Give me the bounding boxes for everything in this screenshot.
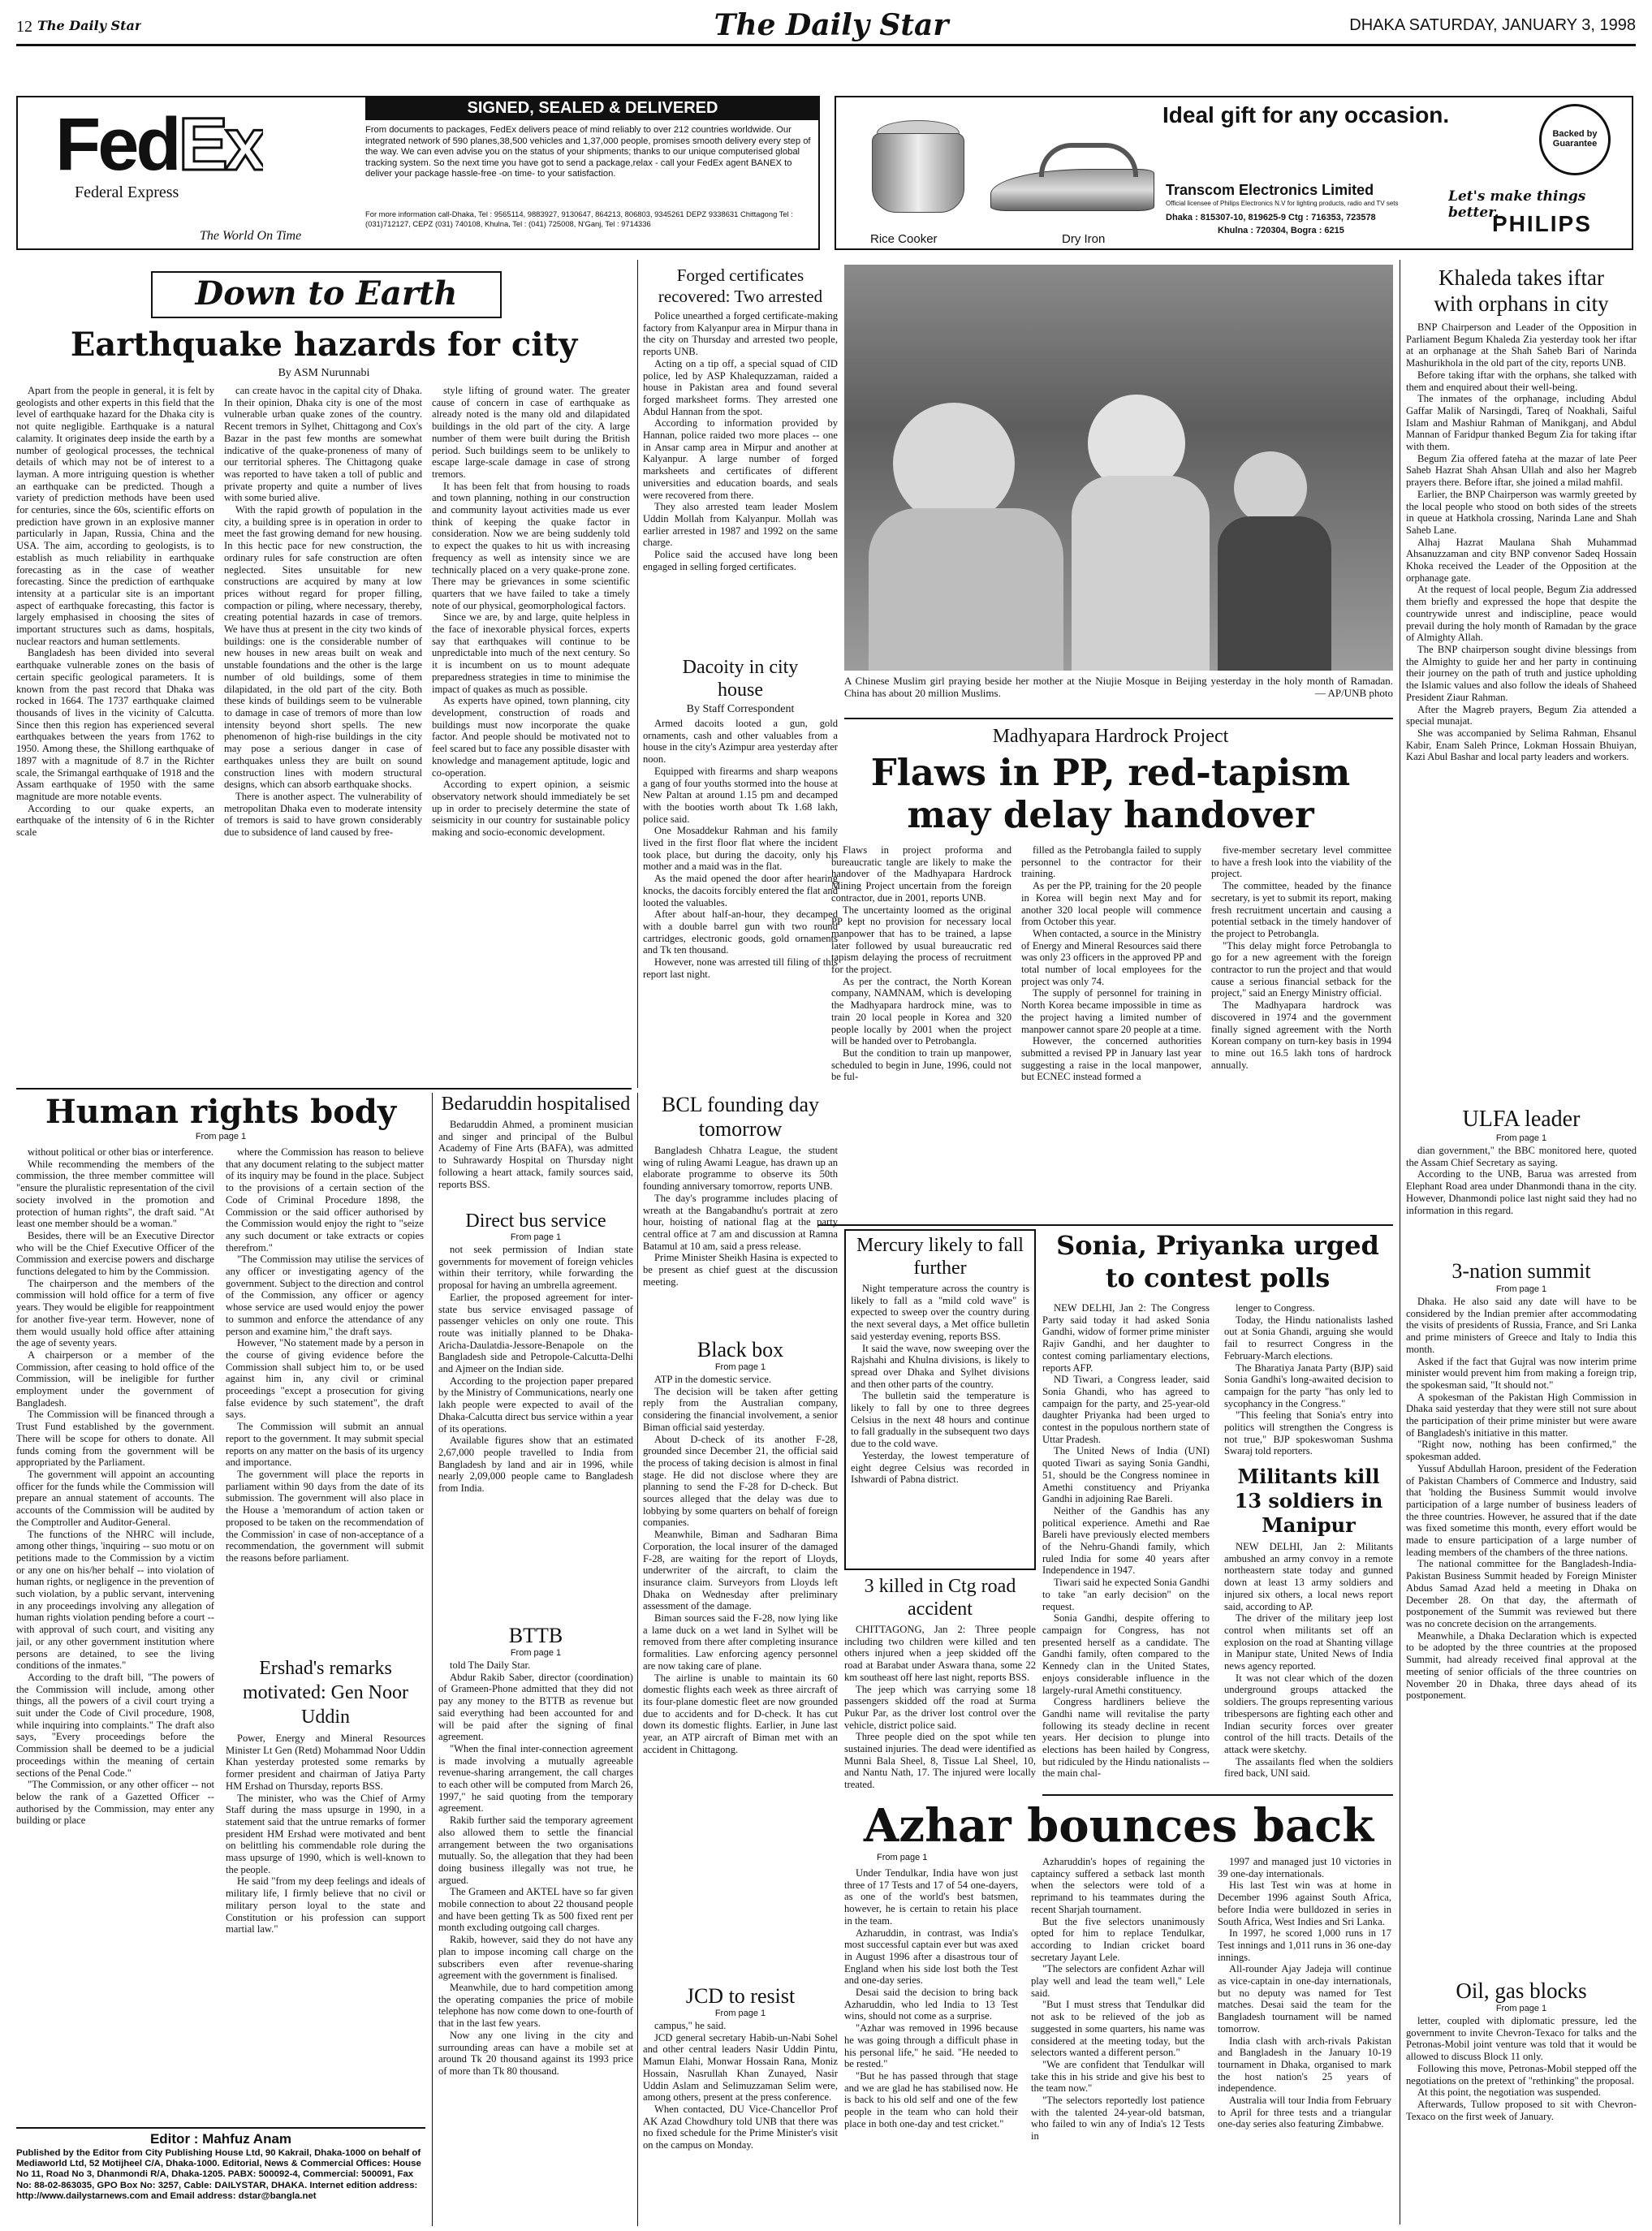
earthquake-article bbox=[16, 325, 632, 1084]
fedex-banner: SIGNED, SEALED & DELIVERED bbox=[365, 96, 820, 120]
dacoity-body: Armed dacoits looted a gun, gold ornaments, cash and other valuables from a house in the city's Azimpur area yesterday after noon. Equipped with firearms and sharp weapons a gang of four youths stormed into the house at New Paltan at around 1.15 pm and decamped with the booties worth about Tk 1.68 lakh, police said. One Mosaddekur Rahman and his family lived in the first floor flat where the incident took place, but during the dacoity, only his mother and a maid was in the flat. As the maid opened the door after hearing knocks, the dacoits forcibly entered the flat and looted the valuables. After about half-an-hour, they decamped with a double barrel gun with two round cartridges, electronic goods, gold ornaments and Tk ten thousand. However, none was arrested till filing of this report last night. bbox=[643, 718, 838, 980]
dacoity-headline: Dacoity in city house bbox=[682, 657, 799, 701]
philips-distributor: Transcom Electronics Limited bbox=[1166, 182, 1374, 198]
khaleda-body: BNP Chairperson and Leader of the Opposition in Parliament Begum Khaleda Zia yesterday took her iftar at an orphanage at the Shah Saheb Bari of Narinda Mashurikhola in the old part of the city, reports UNB. Before taking iftar with the orphans, she talked with them and enquired about their well-being. The inmates of the orphanage, including Abdul Gaffar Malik of Narsingdi, Tareq of Noakhali, Saiful Islam and Mashiur Rahman of Manikganj, and Abdul Mannan of Faridpur thanked Begum Zia for taking iftar with them. Begum Zia offered fateha at the mazar of late Peer Saheb Hazrat Shah Ahsan Ullah and also her Magreb prayers there. Before iftar, she joined a milad mahfil. Earlier, the BNP Chairperson was warmly greeted by the local people who stood on both sides of the streets in queue at Hatkhola crossing, Narinda Lane and Shah Saheb Lane. Alhaj Hazrat Maulana Shah Muhammad Ahsanuzzaman and city BNP convenor Sadeq Hossain Khoka received the Leader of the Opposition at the orphanage gate. At the request of local people, Begum Zia addressed them briefly and expressed the hope that despite the countrywide unrest and indiscipline, peace would prevail during the holy month of Ramadan by the grace of Almighty Allah. The BNP chairperson sought divine blessings from the Almighty to guide her and her party in continuing their journey on the path of truth and justice upholding the Islamic values and also follow the ideals of Shaheed President Ziaur Rahman. After the Magreb prayers, Begum Zia attended a special munajat. She was accompanied by Selima Rahman, Ehsanul Kabir, Enam Saleh Prince, Lokman Hossain Bhuiyan, Kazi Abul Bashar and local party leaders and workers. bbox=[1406, 321, 1637, 763]
fedex-company: Federal Express bbox=[75, 183, 179, 201]
ulfa-source: From page 1 bbox=[1495, 1133, 1547, 1143]
manipur-headline: Militants kill 13 soldiers in Manipur bbox=[1234, 1465, 1383, 1537]
human-rights-col-2: where the Commission has reason to believe that any document relating to the subject matter of its inquiry may be found in the place. Subject to the provisions of a certain section of the Code of Criminal Procedure 1898, the Commission or the said officer authorised by the Commission would enjoy the right to "seize any such document or take extracts or copies therefrom." "The Commission may utilise the services of any officer or investigating agency of the government. Subject to the direction and control of the Commission, any officer or agency whose service are used would enjoy the power to summon and enforce the attendance of any person and examine him," the draft says. However, "No statement made by a person in the course of giving evidence before the Commission shall subject him to, or be used against him in, any civil or criminal proceedings "except a prosecution for giving false evidence by such statement", the draft says. The Commission will submit an annual report to the government. It may submit special reports on any matter on the basis of its urgency and importance. The government will place the reports in parliament within 90 days from the date of its submission. The government will also place in the House a 'memorandum of action taken or proposed to be taken on the recommendation of the Commission' in case of non-acceptance of a recommendation, the government will submit the reasons before parliament. bbox=[226, 1146, 424, 1564]
mercury-headline: Mercury likely to fall further bbox=[856, 1235, 1024, 1279]
forged-headline: Forged certificates recovered: Two arrested bbox=[658, 265, 823, 306]
bttb-headline: BTTB bbox=[508, 1624, 563, 1647]
madhyapara-col-3: five-member secretary level committee to have a fresh look into the viability of the project. The committee, headed by the finance secretary, is yet to submit its report, making fresh recruitment uncertain and causing a potential setback in the timely handover of the project to Petrobangla. "This delay might force Petrobangla to go for a new agreement with the foreign contractor to run the project and that would cause a serious financial setback for the project," said an Energy Ministry official. The Madhyapara hardrock was discovered in 1974 and the government finally signed agreement with the North Korean company on turn-key basis in 1994 to mine out 16.5 lakh tons of hardrock annually. bbox=[1211, 844, 1391, 1071]
jcd-source: From page 1 bbox=[714, 2009, 766, 2018]
summit-body: Dhaka. He also said any date will have to be considered by the Indian premier after accommodating the visits of presidents of Russia, France, and Sri Lanka and prime ministers of Greece and Italy to India this month. Asked if the fact that Gujral was now interim prime minister would prevent him from making a foreign trip, the spokesman said, "It should not." A spokesman of the Pakistan High Commission in Dhaka said yesterday that they were still not sure about the participation of their prime minister but were aware of Bangladesh's initiative in this matter. "Right now, nothing has been confirmed," the spokesman added. Yussuf Abdullah Haroon, president of the Federation of Pakistan Chambers of Commerce and Industry, said that 'holding the Business Summit would involve participation of a large number of business leaders of the three countries. However, he assured that if the date was fixed sometime this month, every effort would be made to ensure participation of a large number of leading members of the chambers of the three nations. The national committee for the Bangladesh-India-Pakistan Business Summit headed by Foreign Minister Abdus Samad Azad held a meeting in Dhaka on December 28. On that day, the aftermath of postponement of the Summit was reviewed but there was no concrete decision on the arrangements. Meanwhile, a Dhaka Declaration which is expected to be adopted by the three countries at the proposed Summit, had already received final approval at the meeting of senior officials of the three countries on November 20 in Dhaka, three days ahead of its postponement. bbox=[1406, 1296, 1637, 1702]
dacoity-article bbox=[643, 656, 838, 1086]
azhar-article bbox=[844, 1799, 1393, 2226]
fedex-logo-ex: Ex bbox=[178, 104, 264, 185]
earthquake-col-3: style lifting of ground water. The greater cause of concern in case of earthquake as already noted is the many old and dilapidated buildings in the old part of the city. A large number of them were built during the British period. Such buildings seem to be unlikely to escape large-scale damage in case of strong tremors. It has been felt that from housing to roads and town planning, nothing in our construction and community layout activities made us ever think of keeping the quake factor in consideration. Now we are being suddenly told to expect the quakes to hit us with increasing frequency as well as intensity since we are technically placed on a very quake-prone zone. There may be grievances in some scientific quarters that we have failed to take a timely note of our physical, geomorphological factors. Since we are, by and large, quite helpless in the face of inexorable physical forces, experts say that earthquakes will continue to be unpredictable into much of the next century. So it is incumbent on us to mount adequate preparedness strategies in time to minimise the impact of quakes as much as possible. As experts have opined, town planning, city development, construction of roads and buildings must now incorporate the quake factor. And people should be motivated not to feel scared but to face any possible disaster with knowledge and management aptitude, logic and co-operation. According to expert opinion, a seismic observatory network should immediately be set up in order to precisely determine the state of seismicity in our country for sustainable policy making and socio-economic development. bbox=[432, 385, 630, 839]
page-number: 12 bbox=[16, 18, 32, 36]
bedaruddin-article bbox=[438, 1093, 633, 1208]
madhyapara-article bbox=[828, 724, 1393, 1219]
photo-caption-text: A Chinese Muslim girl praying beside her mother at the Niujie Mosque in Beijing yesterday in the holy month of Ramadan. China has about 20 million Muslims. bbox=[844, 675, 1393, 699]
fedex-contact: For more information call-Dhaka, Tel : 9565114, 9883927, 9130647, 864213, 806803, 9345261 DEPZ 9338631 Chittagong Tel : (031)712127, CEPZ (031) 740108, Khulna, Tel : (041) 725008, N'Ganj, Tel : 9714336 bbox=[365, 209, 793, 228]
bttb-body: told The Daily Star. Abdur Rakib Saber, director (coordination) of Grameen-Phone admitted that they did not pay any money to the BTTB as revenue but said everything had been accounted for and will be paid after the signing of final agreement. "When the final inter-connection agreement is made involving a mutually agreeable revenue-sharing arrangement, the call charges to each other will be computed from March 26, 1997," he said quoting from the temporary agreement. Rakib further said the temporary agreement also allowed them to settle the financial arrangement between the two organisations mutually. So, the allegation that they had been doing business illegally was not true, he argued. The Grameen and AKTEL have so far given mobile connection to about 22 thousand people and have been getting Tk as 500 fixed rent per month excluding outgoing call charges. Rakib, however, said they do not have any plan to impose incoming call charge on the subscribers even after revenue-sharing agreement with the government is finalised. Meanwhile, due to hard competition among the operating companies the price of mobile telephone has now come down to one-fourth of that in the last few years. Now any one living in the city and surrounding areas can have a mobile set at around Tk 20 thousand against its 1993 price of more than Tk 80 thousand. bbox=[438, 1659, 633, 2077]
bus-article bbox=[438, 1210, 633, 1624]
philips-address-1: Dhaka : 815307-10, 819625-9 Ctg : 716353, 723578 bbox=[1166, 213, 1376, 222]
column-rule bbox=[432, 1093, 433, 2226]
khaleda-article bbox=[1406, 265, 1637, 1105]
madhyapara-bottom-rule bbox=[818, 1224, 1393, 1226]
ershad-article bbox=[226, 1656, 425, 2127]
sonia-bottom-rule bbox=[1042, 1794, 1393, 1796]
masthead bbox=[11, 8, 1641, 42]
madhyapara-headline: Flaws in PP, red-tapism may delay handover bbox=[870, 751, 1351, 836]
dacoity-byline: By Staff Correspondent bbox=[686, 703, 795, 715]
manipur-body: NEW DELHI, Jan 2: Militants ambushed an army convoy in a remote northeastern state today and gunned down at least 13 army soldiers and injured six others, a local news report said, according to AP. The driver of the military jeep lost control when militants set off an explosion on the road at Shanting village in Manipur state, United News of India news agency reported. It was not clear which of the dozen underground groups attacked the soldiers. The groups representing various tribespersons are fighting each other and Indian security forces over greater control of the hill tracts. Details of the attack were sketchy. The assailants fled when the soldiers fired back, UNI said. bbox=[1224, 1541, 1393, 1780]
manipur-article bbox=[1224, 1465, 1393, 1789]
dry-iron-image bbox=[982, 136, 1161, 218]
bttb-article bbox=[438, 1624, 633, 2226]
philips-brand: PHILIPS bbox=[1492, 211, 1592, 236]
bedaruddin-body: Bedaruddin Ahmed, a prominent musician and singer and principal of the Bulbul Academy of Fine Arts (BAFA), was admitted to Suhrawardy Hospital on Thursday night following a heart attack, family sources said, reports BSS. bbox=[438, 1119, 633, 1190]
azhar-col-2: Azharuddin's hopes of regaining the captaincy suffered a setback last month when the selectors were told of a reprimand to his teammates during the recent Sharjah tournament. But the five selectors unanimously opted for him to replace Tendulkar, according to Indian cricket board secretary Jayant Lele. "The selectors are confident Azhar will play well and lead the team well," Lele said. "But I must stress that Tendulkar did not ask to be relieved of the job as suggested in some quarters, his name was considered at the meeting today, but the selectors wanted a different person." "We are confident that Tendulkar will take this in his stride and give his best to the team now." "The selectors reportedly lost patience with the talented 24-year-old batsman, who failed to win any of India's 12 Tests in bbox=[1031, 1856, 1205, 2143]
ulfa-body: dian government," the BBC monitored here, quoted the Assam Chief Secretary as saying. According to the UNB, Barua was arrested from Elephant Road area under Dhanmondi thana in the city. However, Dhanmondi police last night said they had no information in this regard. bbox=[1406, 1145, 1637, 1216]
photo-caption bbox=[844, 675, 1393, 716]
earthquake-col-2: can create havoc in the capital city of Dhaka. In their opinion, Dhaka city is one of the most vulnerable urban quake zones of the country. Recent tremors in Sylhet, Chittagong and Cox's Bazar in the past few months are somewhat indicative of the quake-proneness of many of our territorial spheres. The Chittagong quake was reported to have taken a toll of public and private property and quite a number of lives with some buried alive. With the rapid growth of population in the city, a building spree is in operation in order to meet the fast growing demand for new housing. In this hectic pace for new construction, the ordinary rules for safe construction are often neglected. Sites unsuitable for new constructions are acquired by many at low prices without regard for proper filling, compaction or piling, where necessary, thereby, creating potential hazards in case of tremors. We have thus at present in the city two kinds of buildings: one is the considerable number of new houses in new areas built on weak and unstable foundations and the other is the large number of old buildings, some of them dilapidated, in the old part of the city. Both these kinds of buildings seem to be vulnerable to damage in case of tremors of more than low intensity beyond short spells. The new phenomenon of high-rise buildings in the city may pose a serious danger in case of earthquakes unless they are built on sound construction lines with modern structural designs, which can absorb earthquake shocks. There is another aspect. The vulnerability of metropolitan Dhaka even to moderate intensity of tremors is said to have grown considerably due to subsidence of land caused by free- bbox=[224, 385, 422, 839]
masthead-brand: The Daily Star bbox=[714, 8, 949, 42]
earthquake-col-1: Apart from the people in general, it is felt by geologists and other experts in this field that the level of earthquake hazard for the Dhaka city is not quite negligible. Earthquake is a natural calamity. It originates deep inside the earth by a number of geological processes, the technical details of which may not be of interest to a layman. A more intriguing question is whether an earthquake can be predicted. Though a variety of prediction methods have been used for centuries, since the 60s, scientific efforts on prediction have grown in an explosive manner particularly in Japan, Russia, China and the USA. The aim, according to geologists, is to establish as much reliability in earthquake forecasting as in the case of weather forecasting. Since the prediction of earthquake intensity at a particular site is an important aspect of earthquake forecasting, this factor is largely emphasised in choosing the sites of important structures such as dams, hospitals, nuclear reactors and human settlements. Bangladesh has been divided into several earthquake vulnerable zones on the basis of certain specific geological parameters. It is known from the past record that Dhaka was rocked in 1664. The 1737 earthquake claimed thousands of lives in the vicinity of Calcutta. Since then this region has experienced several earthquakes between the years from 1762 to 1950. Among these, the Shillong earthquake of 1897 with a magnitude of 8.7 in the Richter scale, the Srimangal earthquake of 1918 and the Assam earthquake of 1950 with the same magnitude are more notable events. According to our quake experts, an earthquake of the intensity of 6 in the Richter scale bbox=[16, 385, 214, 839]
summit-article bbox=[1406, 1258, 1637, 1973]
ctg-headline: 3 killed in Ctg road accident bbox=[864, 1576, 1016, 1620]
bus-source: From page 1 bbox=[510, 1232, 562, 1242]
azhar-col-1: Under Tendulkar, India have won just three of 17 Tests and 17 of 54 one-dayers, as one of the world's best batsmen, however, he is certain to retain his place in the team. Azharuddin, in contrast, was India's most successful captain ever but was axed in August 1996 after a disastrous tour of England when his side lost both the Test and one-day series. Desai said the decision to bring back Azharuddin, who led India to 13 Test wins, should not come as a surprise. "Azhar was removed in 1996 because he was going through a difficult phase in his personal life," he said. "He needed to be rested." "But he has passed through that stage and we are glad he has stabilised now. He is back to his old self and one of the few people in the team who can hold their place in both one-day and test cricket." bbox=[844, 1867, 1018, 2130]
madhyapara-col-1: Flaws in project proforma and bureaucratic tangle are likely to make the handover of the Madhyapara Hardrock Mining Project uncertain from the foreign contractor, due in 2001, reports UNB. The uncertainty loomed as the original PP kept no provision for necessary local manpower that has to be trained, a lapse later followed by usual bureaucratic red tapism delaying the process of recruitment for the project. As per the contract, the North Korean company, NAMNAM, which is developing the Madhyapara hardrock mine, was to train 20 local people in Korea and 320 people locally by 2001 when the project will be handed over to Petrobangla. But the condition to train up manpower, scheduled to begin in June, 1996, could not be ful- bbox=[831, 844, 1011, 1083]
ctg-body: CHITTAGONG, Jan 2: Three people including two children were killed and ten others injured when a jeep skidded off the road at Barabat under Aswara thana, some 22 km southeast off here last night, reports BSS. The jeep which was carrying some 18 passengers skidded off the road at Surma Pukur Par, as the driver lost control over the vehicle, district police said. Three people died on the spot while ten sustained injuries. The dead were identified as Munni Bala Sheel, 8, Tissue Lal Sheel, 10, and Nantu Nath, 17. The injured were locally treated. bbox=[844, 1624, 1036, 1791]
blackbox-article bbox=[643, 1338, 838, 1979]
sonia-headline: Sonia, Priyanka urged to contest polls bbox=[1056, 1230, 1379, 1293]
ulfa-headline: ULFA leader bbox=[1462, 1107, 1581, 1132]
summit-headline: 3-nation summit bbox=[1451, 1259, 1591, 1283]
sonia-col-1: NEW DELHI, Jan 2: The Congress Party said today it had asked Sonia Gandhi, widow of former prime minister Rajiv Gandhi, and her daughter to contest coming parliamentary elections, reports AFP. ND Tiwari, a Congress leader, said Sonia Ghandi, who has agreed to campaign for the party, and 25-year-old daughter Priyanka had been urged to contest in the populous northern state of Uttar Pradesh. The United News of India (UNI) quoted Tiwari as saying Sonia Gandhi, 51, should be the Congress nominee in Amethi constituency and Priyanka Gandhi in adjoining Rae Bareli. Neither of the Gandhis has any political experience. Amethi and Rae Bareli have previously elected members of the Nehru-Ghandi family, which ruled India for some 40 years after Independence in 1947. Tiwari said he expected Sonia Gandhi to take "an early decision" on the request. Sonia Gandhi, despite offering to campaign for Congress, has not presented herself as a candidate. The Gandhi family, often compared to the Kennedy clan in the United States, enjoys considerable influence in the largely-rural Amethi constituency. Congress hardliners believe the Gandhi name will revitalise the party following its steady decline in recent years. Her decision to plunge into elections has been hailed by Congress, but ridiculed by the Hindu nationalists -- the main chal- bbox=[1042, 1302, 1210, 1780]
earthquake-headline: Earthquake hazards for city bbox=[70, 326, 578, 364]
fedex-logo bbox=[55, 104, 263, 185]
jcd-body: campus," he said. JCD general secretary Habib-un-Nabi Sohel and other central leaders Nasir Uddin Pintu, Mamun Elahi, Monwar Hossain Rana, Moniz Hossain, Nasrullah Khan Zunayed, Nasir Uddin Aslam and Selimuzzaman Selim were, among others, present at the press conference. When contacted, DU Vice-Chancellor Prof AK Azad Chowdhury told UNB that there was no fixed schedule for the Prime Minister's visit on the campus on Monday. bbox=[643, 2020, 838, 2151]
philips-distributor-sub: Official licensee of Philips Electronics N.V for lighting products, radio and TV sets bbox=[1166, 200, 1399, 207]
photo-bottom-rule bbox=[844, 718, 1393, 719]
azhar-headline: Azhar bounces back bbox=[863, 1799, 1374, 1853]
earthquake-byline: By ASM Nurunnabi bbox=[278, 367, 370, 379]
bus-headline: Direct bus service bbox=[465, 1210, 606, 1232]
guarantee-badge: Backed by Guarantee bbox=[1539, 104, 1611, 175]
madhyapara-col-2: filled as the Petrobangla failed to supply personnel to the contractor for their training. As per the PP, training for the 20 people in Korea will begin next May and for another 320 local people will commence from October this year. When contacted, a source in the Ministry of Energy and Mineral Resources said there was only 23 officers in the approved PP and total number of local employees for the project was only 74. The supply of personnel for training in North Korea became impossible in time as the project having a limited number of manpower cannot spare 20 people at a time. However, the concerned authorities submitted a revised PP in January last year suggesting a raise in the local manpower, but ECNEC instead formed a bbox=[1021, 844, 1201, 1083]
blackbox-source: From page 1 bbox=[714, 1362, 766, 1372]
oil-article bbox=[1406, 1978, 1637, 2226]
philips-item-1: Rice Cooker bbox=[870, 232, 938, 246]
forged-article bbox=[643, 265, 838, 654]
news-photo bbox=[844, 265, 1393, 671]
philips-ad bbox=[835, 96, 1633, 250]
philips-headline: Ideal gift for any occasion. bbox=[1162, 102, 1450, 127]
oil-body: letter, coupled with diplomatic pressure, led the government to invite Chevron-Texaco for talks and the Petronas-Mobil joint venture was told that it would be allowed to discuss Block 11 only. Following this move, Petronas-Mobil stepped off the negotiations on the pretext of "rethinking" the proposal. At this point, the negotiation was suspended. Afterwards, Tullow proposed to sit with Chevron-Texaco on the first week of January. bbox=[1406, 2015, 1637, 2122]
bcl-headline: BCL founding day tomorrow bbox=[661, 1093, 820, 1141]
summit-source: From page 1 bbox=[1495, 1284, 1547, 1294]
forged-body: Police unearthed a forged certificate-making factory from Kalyanpur area in Mirpur thana in the city on Thursday and arrested two people, reports UNB. Acting on a tip off, a special squad of CID police, led by ASP Khalequzzaman, raided a house in Pakistan area and found several forged marksheet forms. They arrested one Abdul Hannan from the spot. According to information provided by Hannan, police raided two more places -- one in Ansar camp area in Mirpur and another at Kalyanpur. A large number of forged marksheets and certificates of different universities and education boards, and seals were recovered from there. They also arrested team leader Moslem Uddin Mollah from Kalyanpur. Mollah was earlier arrested in 1987 and 1992 on the same charge. Police said the accused have long been engaged in selling forged certificates. bbox=[643, 310, 838, 572]
imprint-rule bbox=[16, 2127, 425, 2129]
jcd-headline: JCD to resist bbox=[685, 1984, 796, 2008]
human-rights-headline: Human rights body bbox=[45, 1093, 397, 1131]
imprint-text: Published by the Editor from City Publishing House Ltd, 90 Kakrail, Dhaka-1000 on behalf of Mediaworld Ltd, 52 Motijheel C/A, Dhaka-1000. Editorial, News & Commercial Offices: House No 11, Road No 3, Dhanmondi R/A, Dhaka-1205. PABX: 500092-4, Commercial: 500091, Fax No: 88-02-863035, GPO Box No: 3257, Cable: DAILYSTAR, DHAKA. Internet edition address: http://www.dailystarnews.com and Email address: dstar@bangla.net bbox=[16, 2148, 421, 2201]
bcl-body: Bangladesh Chhatra League, the student wing of ruling Awami League, has drawn up an elaborate programme to observe its 50th founding anniversary tomorrow, reports UNB. The day's programme includes placing of wreath at the Bangabandhu's portrait at zero hour, hoisting of national flag at the party central office at 7 am and discussion at Ramna Batamul at 10 am, said a press release. Prime Minister Sheikh Hasina is expected to be present as chief guest at the discussion meeting. bbox=[643, 1145, 838, 1288]
human-rights-col-1: without political or other bias or interference. While recommending the members of the commission, the three member committee will "ensure the pluralistic representation of the civil society involved in the promotion and protection of human rights", the draft said. "At least one member should be a woman." Besides, there will be an Executive Director who will be the Chief Executive Officer of the Commission and exercise powers and discharge functions delegated to him by the Commission. The chairperson and the members of the commission will hold office for a term of five years. They would be eligible for reappointment for another five-year term. However, none of them would usually hold office after attaining the age of seventy years. A chairperson or a member of the Commission, after ceasing to hold office of the Commission, will be ineligible for further employment under the government of Bangladesh. The Commission will be financed through a Trust Fund established by the government. There will be scope for others to donate. All funds coming from the government will be appropriated by the Parliament. The government will appoint an accounting officer for the funds while the Commission will prepare an annual statement of accounts. The accounts of the Commission will be audited by the Comptroller and Auditor-General. The functions of the NHRC will include, among other things, 'inquiring -- suo motu or on petitions made to the Commission by a victim or any one on his/her behalf -- into violation of human rights, or negligence in the prevention of such violation, by a public servant, intervening in any proceedings involving any allegation of human rights violation pending before a court -- with approval of such court, and visiting any jail, or any other government institution where persons are detained, to see the living conditions of the inmates." According to the draft bill, "The powers of the Commission will include, among other things, all the powers of a civil court trying a suit under the Code of Civil procedure, 1908, while inquiring into complaints." The draft also says, "Every proceedings before the Commission shall be deemed to be a judicial proceedings within the meaning of certain sections of the Penal Code." "The Commission, or any other officer -- not below the rank of a Gazetted Officer -- authorised by the Commission, may enter any building or place bbox=[16, 1146, 214, 1827]
fedex-text: From documents to packages, FedEx delivers peace of mind reliably to over 212 countries worldwide. Our integrated network of 590 planes,38,500 vehicles and 1,37,000 people, promises smooth delivery every step of the way. We can even advise you on the status of your shipments; thanks to our unique computerised global tracking system. So the next time you have got to send a package,relax - call your FedEx agent BANEX to deliver your package hassle-free -on time- to your satisfaction. bbox=[365, 125, 811, 179]
mercury-body: Night temperature across the country is likely to fall as a "mild cold wave" is expected to sweep over the country during the next several days, a Met office bulletin said yesterday evening, reports BSS. It said the wave, now sweeping over the Rajshahi and Khulna divisions, is likely to spread over Dhaka and Sylhet divisions and then other parts of the country. The bulletin said the temperature is likely to fall by one to three degrees Celsius in the next 48 hours and continue to fall gradually in the subsequent two days due to the cold wave. Yesterday, the lowest temperature of eight degree Celsius was recorded in Ishwardi of Pabna district. bbox=[851, 1283, 1029, 1486]
human-rights-source: From page 1 bbox=[195, 1132, 247, 1141]
masthead-date: DHAKA SATURDAY, JANUARY 3, 1998 bbox=[1349, 16, 1636, 34]
blackbox-body: ATP in the domestic service. The decision will be taken after getting reply from the Australian company, considering the financial involvement, a senior Biman official said yesterday. About D-check of its another F-28, grounded since December 21, the official said the process of taking decision is almost in final stage. He did not disclose where they are planning to send the F-28 for D-check. But sources alleged that the delay was due to lobbying by some quarters on behalf of foreign companies. Meanwhile, Biman and Sadharan Bima Corporation, the local insurer of the damaged F-28, are waiting for the report of Lloyds, underwriter of the aircraft, to claim the insurance claim. Surveyors from Lloyds left Dhaka on Wednesday after preliminary assessment of the damage. Biman sources said the F-28, now lying like a lame duck on a wet land in Sylhet will be removed from there after completing insurance formalities. Law enforcing agency personnel are now taking care of plane. The airline is unable to maintain its 60 domestic flights each week as three aircraft of its four-plane domestic fleet are now grounded due to accidents and for D-check. It has cut down its domestic flights. Earlier, in June last year, an ATP aircraft of Biman met with an accident in Chittagong. bbox=[643, 1374, 838, 1755]
ershad-headline: Ershad's remarks motivated: Gen Noor Uddin bbox=[243, 1658, 408, 1728]
bus-body: not seek permission of Indian state governments for movement of foreign vehicles within their territory, while forwarding the proposal for having an umbrella agreement. Earlier, the proposed agreement for inter-state bus service envisaged passage of passenger vehicles on only one route. This route was initially planned to be Dhaka-Aricha-Daulatdia-Jessore-Benapole on the Bangladesh side and Petropole-Calcutta-Delhi and Ajmeer on the Indian side. According to the projection paper prepared by the Ministry of Communications, nearly one lakh people were expected to avail of the Dhaka-Calcutta direct bus service within a year of its operations. Available figures show that an estimated 2,67,000 people travelled to India from Bangladesh by land and air in 1996, while nearly 2,09,000 people came to Bangladesh from India. bbox=[438, 1244, 633, 1495]
azhar-source: From page 1 bbox=[877, 1853, 928, 1862]
bcl-article bbox=[643, 1093, 838, 1336]
masthead-rule bbox=[16, 44, 1636, 46]
imprint bbox=[16, 2130, 425, 2226]
philips-address-2: Khulna : 720304, Bogra : 6215 bbox=[1218, 226, 1344, 235]
fedex-ad bbox=[16, 96, 820, 250]
sonia-col-2: lenger to Congress. Today, the Hindu nationalists lashed out at Sonia Ghandi, arguing she would fail to resurrect Congress in the February-March elections. The Bharatiya Janata Party (BJP) said Sonia Gandhi's long-awaited decision to campaign for the party "has only led to sycophancy in the Congress." "This feeling that Sonia's entry into politics will strengthen the Congress is not true," BJP spokeswoman Sushma Swaraj told reporters. bbox=[1224, 1302, 1393, 1457]
ershad-body: Power, Energy and Mineral Resources Minister Lt Gen (Retd) Mohammad Noor Uddin Khan yesterday protested some remarks by former president and chairman of Jatiya Party HM Ershad on Thursday, reports BSS. The minister, who was the Chief of Army Staff during the mass upsurge in 1990, in a statement said that the untrue remarks of former president HM Ershad were motivated and bent on belittling his commendable role during the mass upsurge of 1990, which is well-known to the people. He said "from my deep feelings and ideals of military life, I firmly believe that no civil or military person loyal to the state and Constitution or his profession can support martial law." bbox=[226, 1733, 425, 1935]
bedaruddin-headline: Bedaruddin hospitalised bbox=[441, 1094, 631, 1115]
oil-source: From page 1 bbox=[1495, 2004, 1547, 2013]
fedex-tagline: The World On Time bbox=[200, 229, 302, 243]
azhar-col-3: 1997 and managed just 10 victories in 39 one-day internationals. His last Test win was at home in December 1996 against South Africa, before India were bulldozed in series in South Africa, West Indies and Sri Lanka. In 1997, he scored 1,000 runs in 17 Test innings and 1,011 runs in 36 one-day innings. All-rounder Ajay Jadeja will continue as vice-captain in one-day internationals, but no deputy was named for Test matches. Desai said the team for the Bangladesh tournament will be named tomorrow. India clash with arch-rivals Pakistan and Bangladesh in the January 10-19 tournament in Dhaka, organised to mark the host nation's 25 years of independence. Australia will tour India from February to April for three tests and a triangular one-day series also featuring Zimbabwe. bbox=[1218, 1856, 1391, 2130]
madhyapara-kicker: Madhyapara Hardrock Project bbox=[992, 726, 1229, 747]
blackbox-headline: Black box bbox=[697, 1338, 784, 1361]
photo-credit: — AP/UNB photo bbox=[1314, 686, 1393, 699]
rice-cooker-image bbox=[861, 112, 974, 218]
khaleda-headline: Khaleda takes iftar with orphans in city bbox=[1434, 265, 1609, 316]
earthquake-bottom-rule bbox=[16, 1088, 632, 1090]
earthquake-kicker-box bbox=[151, 271, 502, 318]
column-rule bbox=[637, 260, 638, 1088]
column-rule bbox=[637, 1093, 638, 2226]
fedex-logo-fed: Fed bbox=[55, 104, 179, 185]
jcd-article bbox=[643, 1984, 838, 2226]
earthquake-kicker: Down to Earth bbox=[195, 274, 458, 313]
masthead-small-brand: The Daily Star bbox=[37, 18, 142, 33]
philips-slogan: Let's make things better. bbox=[1448, 188, 1586, 221]
philips-item-2: Dry Iron bbox=[1062, 232, 1106, 246]
bttb-source: From page 1 bbox=[510, 1648, 562, 1658]
oil-headline: Oil, gas blocks bbox=[1456, 1979, 1587, 2003]
editor-line: Editor : Mahfuz Anam bbox=[149, 2131, 292, 2147]
mercury-article bbox=[844, 1229, 1036, 1570]
ulfa-article bbox=[1406, 1106, 1637, 1254]
ctg-article bbox=[844, 1575, 1036, 1819]
